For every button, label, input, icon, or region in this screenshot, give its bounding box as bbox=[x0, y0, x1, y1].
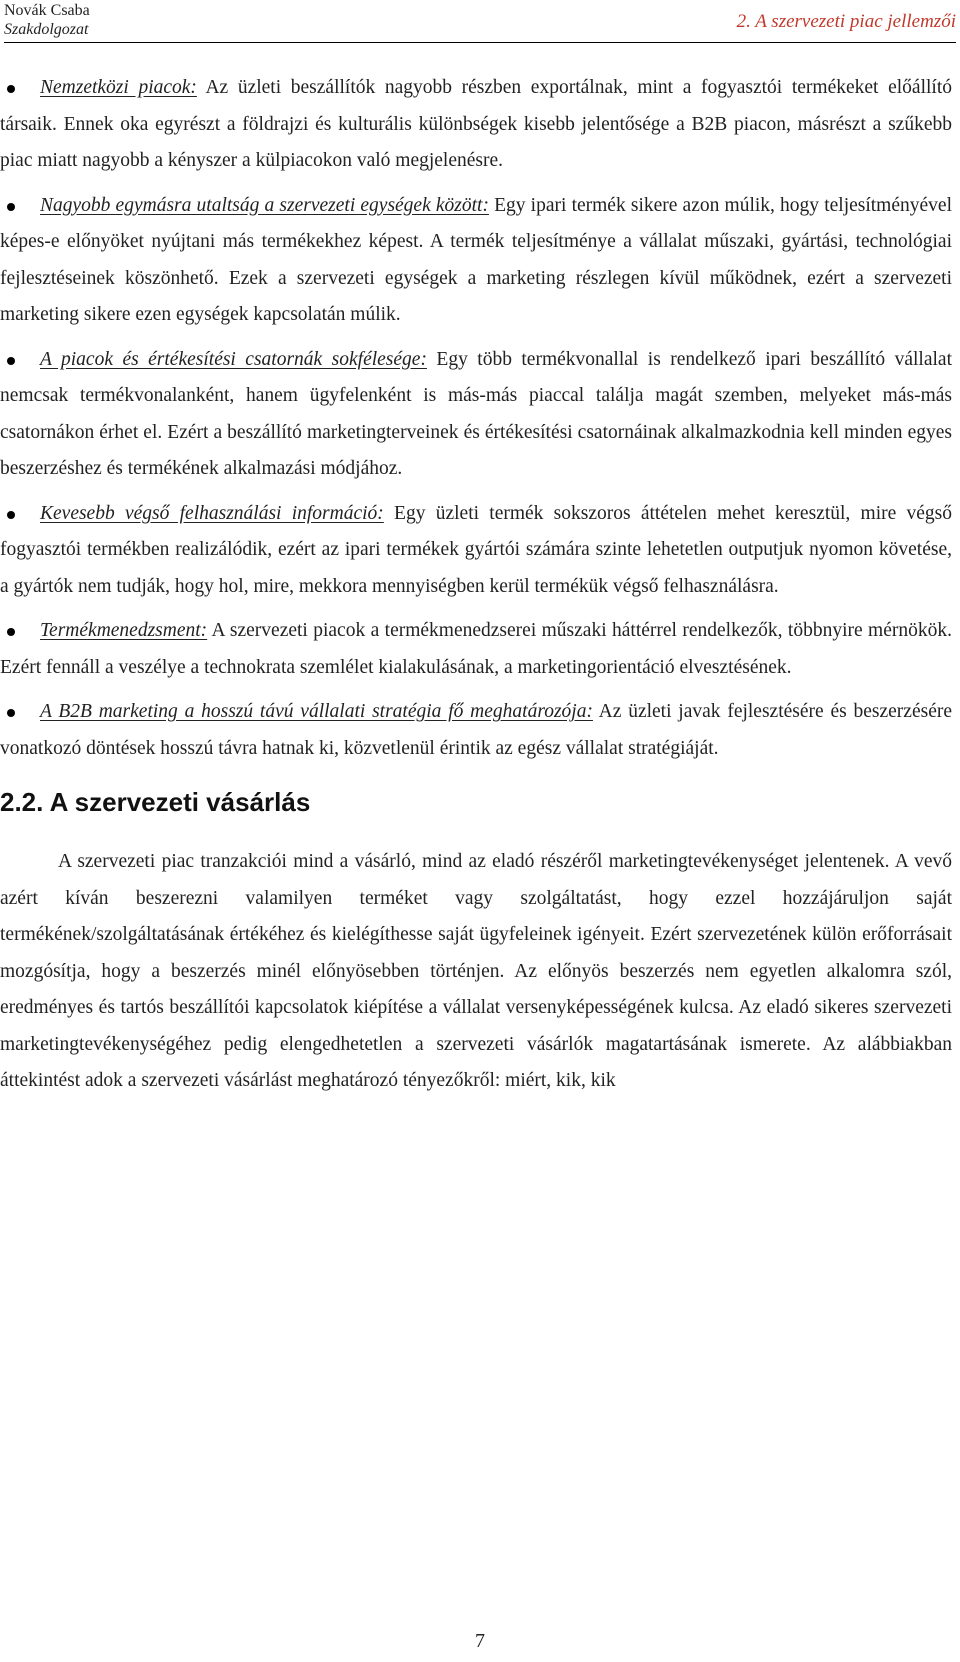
bullet-item bbox=[0, 70, 952, 180]
bullet-item bbox=[0, 342, 952, 488]
bullet-icon bbox=[7, 628, 15, 636]
section-heading: 2.2. A szervezeti vásárlás bbox=[0, 787, 311, 817]
bullet-text: Az üzleti javak fejlesztésére és beszerzésére vonatkozó döntések hosszú távra hatnak ki, közvetlenül érintik az egész vállalat stratégiáját. bbox=[0, 701, 953, 759]
bullet-icon bbox=[7, 85, 15, 93]
bullet-icon bbox=[7, 357, 15, 365]
bullet-term: Nemzetközi piacok: bbox=[40, 77, 197, 98]
bullet-item bbox=[0, 496, 952, 606]
bullet-text: Egy ipari termék sikere azon múlik, hogy teljesítményével képes-e előnyöket nyújtani más termékekhez képest. A termék teljesítménye a vállalat műszaki, gyártási, technológiai fejlesztéseinek köszönhető. Ezek a szervezeti egységek a marketing részlegen kívül működnek, ezért a szervezeti marketing sikere ezen egységek kapcsolatán múlik. bbox=[0, 194, 952, 325]
bullet-term: Nagyobb egymásra utaltság a szervezeti egységek között: bbox=[40, 194, 489, 216]
header-document-type: Szakdolgozat bbox=[4, 21, 89, 38]
page-content bbox=[0, 70, 952, 1100]
header-author: Novák Csaba bbox=[4, 2, 90, 19]
bullet-item bbox=[0, 694, 952, 767]
bullet-icon bbox=[7, 709, 15, 717]
bullet-item bbox=[0, 188, 952, 334]
bullet-term: Termékmenedzsment: bbox=[40, 620, 208, 641]
page-number: 7 bbox=[475, 1630, 485, 1652]
bullet-icon bbox=[7, 203, 15, 211]
bullet-text: Az üzleti beszállítók nagyobb részben exportálnak, mint a fogyasztói termékeket előállító társaik. Ennek oka egyrészt a földrajzi és kulturális különbségek kisebb jelentősége a B2B piacon, másrészt a szűkebb piac miatt nagyobb a kényszer a külpiacokon való megjelenésre. bbox=[0, 77, 952, 171]
bullet-text: A szervezeti piacok a termékmenedzserei műszaki háttérrel rendelkezők, többnyire mérnökök. Ezért fennáll a veszélye a technokrata szemlélet kialakulásának, a marketingorientáció elvesztésének. bbox=[0, 620, 952, 678]
header-chapter-title: 2. A szervezeti piac jellemzői bbox=[736, 11, 956, 32]
bullet-term: A B2B marketing a hosszú távú vállalati stratégia fő meghatározója: bbox=[40, 701, 593, 722]
bullet-text: Egy üzleti termék sokszoros áttételen mehet keresztül, mire végső fogyasztói termékben realizálódik, ezért az ipari termékek gyártói számára szinte lehetetlen outputjuk nyomon követése, a gyártók nem tudják, hogy hol, mire, mekkora mennyiségben kerül termékük végső felhasználásra. bbox=[0, 502, 953, 597]
bullet-item bbox=[0, 613, 952, 686]
bullet-text: Egy több termékvonallal is rendelkező ipari beszállító vállalat nemcsak termékvonalanként, hanem ügyfelenként is más-más piaccal találja magát szemben, melyeket más-más csatornákon érhet el. Ezért a beszállító marketingterveinek és értékesítési csatornáinak alkalmazkodnia kell minden egyes beszerzéshez és termékének alkalmazási módjához. bbox=[0, 348, 952, 479]
page-header bbox=[4, 0, 956, 43]
section-paragraph: A szervezeti piac tranzakciói mind a vásárló, mind az eladó részéről marketingtevékenységet jelentenek. A vevő azért kíván beszerezni valamilyen terméket vagy szolgáltatást, hogy ezzel hozzájáruljon saját termékének/szolgáltatásának értékéhez és kielégíthesse saját ügyfeleinek igényeit. Ezért szervezetének külön erőforrásait mozgósítja, hogy a beszerzés minél előnyösebben történjen. Az előnyös beszerzés nem egyetlen alkalomra szól, eredményes és tartós beszállítói kapcsolatok kiépítése a vállalat versenyképességének kulcsa. Az eladó sikeres szervezeti marketingtevékenységéhez pedig elengedhetetlen a szervezeti vásárlók magatartásának ismerete. Az alábbiakban áttekintést adok a szervezeti vásárlást meghatározó tényezőkről: miért, kik, kik bbox=[0, 851, 952, 1091]
bullet-term: A piacok és értékesítési csatornák sokfélesége: bbox=[40, 348, 427, 370]
bullet-term: Kevesebb végső felhasználási információ: bbox=[40, 502, 384, 524]
bullet-icon bbox=[7, 511, 15, 519]
